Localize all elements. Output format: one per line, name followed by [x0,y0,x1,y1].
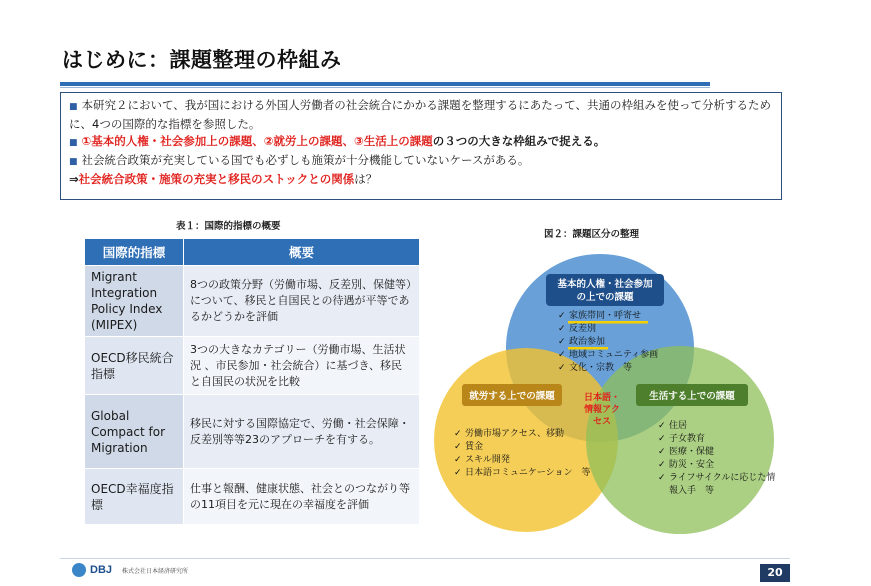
list-item: 住居 [669,421,688,431]
check-icon: ✓ [558,350,566,360]
table-header-indicator: 国際的指標 [85,239,184,266]
list-item: 家族帯同・呼寄せ [569,311,642,321]
summary-line-4: ⇒社会統合政策・施策の充実と移民のストックとの関係は？ [69,172,378,186]
center-line: セス [592,417,612,427]
check-icon: ✓ [454,429,462,439]
table-header-overview: 概要 [184,239,420,266]
indicator-table [84,238,420,525]
center-line: 日本語・ [583,393,621,403]
check-icon: ✓ [454,468,462,478]
check-icon: ✓ [454,455,462,465]
page-title: はじめに：課題整理の枠組み [62,48,342,72]
list-item: ライフサイクルに応じた情 [669,473,776,483]
figure-caption: 図２：課題区分の整理 [544,229,640,240]
check-icon: ✓ [558,324,566,334]
table-caption: 表１：国際的指標の概要 [176,221,281,232]
summary-box [60,92,782,200]
title-underline [60,82,710,86]
indicator-desc: 移民に対する国際協定で、労働・社会保障・反差別等等23のアプローチを有する。 [184,395,420,469]
check-icon: ✓ [558,363,566,373]
check-icon: ✓ [658,473,666,483]
company-name: 株式会社日本経済研究所 [122,567,189,575]
indicator-name: OECD移民統合指標 [85,337,184,395]
right-label: 生活する上での課題 [649,391,735,402]
list-item: 労働市場アクセス、移動 [465,429,565,439]
dbj-logo-icon [72,563,86,577]
check-icon: ✓ [558,311,566,321]
list-item: 文化・宗教 等 [569,363,633,373]
center-line: 情報アク [584,405,620,415]
check-icon: ✓ [658,434,666,444]
list-item: 地域コミュニティ参画 [569,350,659,360]
summary-line-1: ■ 本研究２において、我が国における外国人労働者の社会統合にかかる課題を整理するにあたって、共通の枠組みを使って分析するために、4つの国際的な指標を参照した。 [69,98,772,131]
list-item: 報入手 等 [669,486,715,496]
top-label-line2: の上での課題 [576,292,634,303]
summary-line-2: ■ ①基本的人権・社会参加上の課題、②就労上の課題、③生活上の課題の３つの大きな枠組みで捉える。 [69,134,606,148]
table-row [85,469,420,525]
list-item: 医療・保健 [669,447,715,457]
list-item: 日本語コミュニケーション 等 [465,468,591,478]
left-label: 就労する上での課題 [469,391,555,402]
list-item: 政治参加 [569,337,606,347]
bullet-square-icon: ■ [69,138,78,148]
highlight-underline [568,347,608,350]
list-item: 賃金 [465,442,484,452]
bullet-square-icon: ■ [69,102,78,112]
table-row [85,395,420,469]
venn-diagram [418,240,798,540]
highlight-underline [568,321,648,324]
top-label-line1: 基本的人権・社会参加 [557,279,653,290]
check-icon: ✓ [454,442,462,452]
check-icon: ✓ [658,460,666,470]
indicator-desc: 仕事と報酬、健康状態、社会とのつながり等の11項目を元に現在の幸福度を評価 [184,469,420,525]
indicator-desc: 8つの政策分野（労働市場、反差別、保健等）について、移民と自国民との待遇が平等であるかどうかを評価 [184,266,420,337]
summary-line-3: ■ 社会統合政策が充実している国でも必ずしも施策が十分機能していないケースがある。 [69,153,530,167]
indicator-desc: 3つの大きなカテゴリー（労働市場、生活状況 、市民参加・社会統合）に基づき、移民と自国民の状況を比較 [184,337,420,395]
title-underline-thin [60,87,710,88]
check-icon: ✓ [658,421,666,431]
indicator-name: OECD幸福度指標 [85,469,184,525]
indicator-name: Migrant Integration Policy Index (MIPEX) [85,266,184,337]
table-row [85,337,420,395]
check-icon: ✓ [658,447,666,457]
check-icon: ✓ [558,337,566,347]
list-item: スキル開発 [465,455,510,465]
bullet-square-icon: ■ [69,157,78,167]
list-item: 反差別 [569,324,597,334]
indicator-name: Global Compact for Migration [85,395,184,469]
company-logo: DBJ 株式会社日本経済研究所 [72,563,188,577]
list-item: 子女教育 [669,434,706,444]
footer-divider [60,558,790,559]
table-row [85,266,420,337]
page-number: 20 [760,564,790,582]
list-item: 防災・安全 [669,460,715,470]
